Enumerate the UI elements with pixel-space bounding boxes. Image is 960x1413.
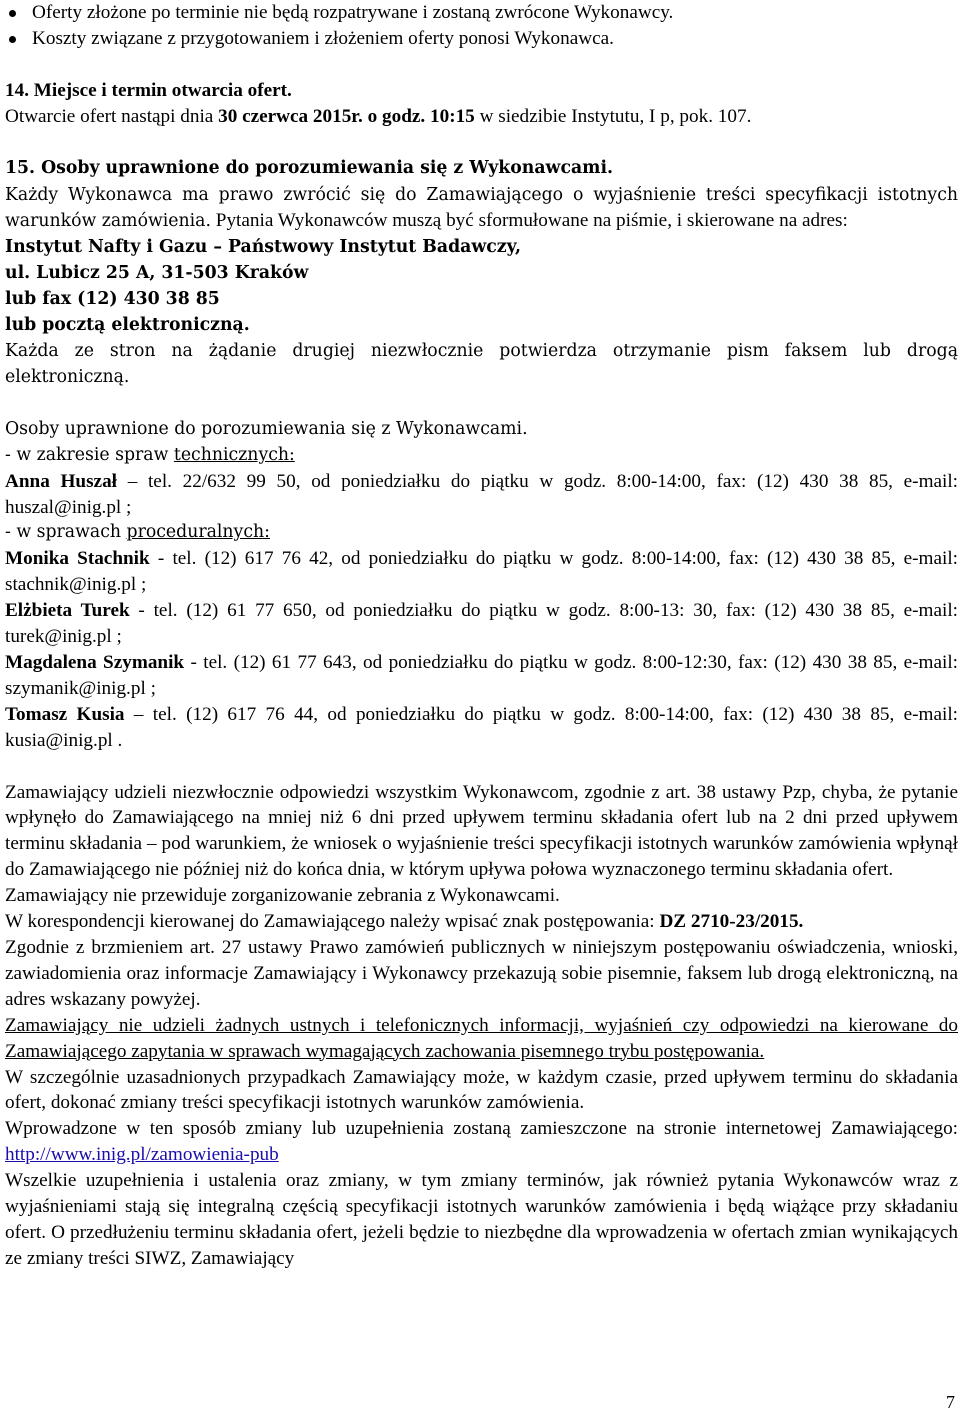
confirmation-paragraph: Każda ze stron na żądanie drugiej niezwłocznie potwierdza otrzymanie pism faksem lub drogą elektroniczną. [5, 340, 958, 387]
no-meeting-paragraph: Zamawiający nie przewiduje zorganizowanie zebrania z Wykonawcami. [5, 885, 560, 907]
spacer [5, 391, 958, 417]
page-number: 7 [946, 1392, 955, 1412]
address-line-4: lub pocztą elektroniczną. [5, 315, 250, 336]
address-line-2: ul. Lubicz 25 A, 31-503 Kraków [5, 263, 309, 284]
spacer [5, 130, 958, 156]
contacts-heading: Osoby uprawnione do porozumiewania się z Wykonawcami. [5, 418, 528, 439]
address-line-3: lub fax (12) 430 38 85 [5, 289, 220, 310]
contact-huszal: Anna Huszał – tel. 22/632 99 50, od poniedziałku do piątku w godz. 8:00-14:00, fax: (12) 430 38 85, e-mail: huszal@inig.pl ; [5, 470, 959, 518]
contacts-technical-label: - w zakresie spraw technicznych: [5, 444, 295, 465]
section-15-heading: 15. Osoby uprawnione do porozumiewania się z Wykonawcami. [5, 157, 614, 178]
spacer [5, 52, 958, 78]
contact-turek: Elżbieta Turek - tel. (12) 61 77 650, od poniedziałku do piątku w godz. 8:00-13: 30, fax: (12) 430 38 85, e-mail: turek@inig.pl ; [5, 600, 958, 648]
contacts-procedural-label: - w sprawach proceduralnych: [5, 522, 270, 543]
art27-paragraph: Zgodnie z brzmieniem art. 27 ustawy Prawo zamówień publicznych w niniejszym postępowaniu oświadczenia, wnioski, zawiadomienia oraz informacje Zamawiający i Wykonawcy przekazują sobie pisemnie, faksem lub drogą elektroniczną, na adres wskazany powyżej. [5, 937, 958, 1010]
document-page [5, 0, 958, 1272]
case-number-paragraph: W korespondencji kierowanej do Zamawiającego należy wpisać znak postępowania: DZ 2710-23/2015. [5, 911, 804, 933]
section-15-paragraph: Każdy Wykonawca ma prawo zwrócić się do Zamawiającego o wyjaśnienie treści specyfikacji istotnych warunków zamówienia. Pytania Wykonawców muszą być sformułowane na piśmie, i skierowane na adres: [5, 184, 958, 232]
bullet-list [5, 0, 958, 52]
list-item: Oferty złożone po terminie nie będą rozpatrywane i zostaną zwrócone Wykonawcy. [5, 0, 958, 26]
case-number: DZ 2710-23/2015. [659, 911, 804, 933]
contact-stachnik: Monika Stachnik - tel. (12) 617 76 42, od poniedziałku do piątku w godz. 8:00-14:00, fax: (12) 430 38 85, e-mail: stachnik@inig.pl ; [5, 548, 958, 596]
contact-szymanik: Magdalena Szymanik - tel. (12) 61 77 643, od poniedziałku do piątku w godz. 8:00-12:30, fax: (12) 430 38 85, e-mail: szymanik@inig.pl ; [5, 651, 958, 699]
amendments-paragraph: Wszelkie uzupełnienia i ustalenia oraz zmiany, w tym zmiany terminów, jak również pytania Wykonawców wraz z wyjaśnieniami stają się integralną częścią specyfikacji istotnych warunków zamówienia i będą wiążące przy składaniu ofert. O przedłużeniu terminu składania ofert, jeżeli będzie to niezbędne dla wprowadzenia w ofertach zmian wynikających ze zmiany treści SIWZ, Zamawiający [5, 1170, 958, 1269]
section-14-text: Otwarcie ofert nastąpi dnia 30 czerwca 2015r. o godz. 10:15 w siedzibie Instytutu, I p, pok. 107. [5, 105, 752, 127]
procurement-link[interactable]: http://www.inig.pl/zamowienia-pub [5, 1144, 279, 1166]
contact-kusia: Tomasz Kusia – tel. (12) 617 76 44, od poniedziałku do piątku w godz. 8:00-14:00, fax: (12) 430 38 85, e-mail: kusia@inig.pl . [5, 703, 958, 751]
no-oral-info-paragraph: Zamawiający nie udzieli żadnych ustnych i telefonicznych informacji, wyjaśnień czy odpowiedzi na kierowane do Zamawiającego zapytania w sprawach wymagających zachowania pisemnego trybu postępowania. [5, 1014, 958, 1062]
address-line-1: Instytut Nafty i Gazu – Państwowy Instytut Badawczy, [5, 237, 521, 258]
opening-date: 30 czerwca 2015r. o godz. 10:15 [218, 105, 475, 127]
spacer [5, 754, 958, 780]
website-paragraph: Wprowadzone w ten sposób zmiany lub uzupełnienia zostaną zamieszczone na stronie internetowej Zamawiającego: http://www.inig.pl/zamowienia-pub [5, 1118, 958, 1166]
list-item: Koszty związane z przygotowaniem i złożeniem oferty ponosi Wykonawca. [5, 26, 958, 52]
answers-paragraph: Zamawiający udzieli niezwłocznie odpowiedzi wszystkim Wykonawcom, zgodnie z art. 38 ustawy Pzp, chyba, że pytanie wpłynęło do Zamawiającego na mniej niż 6 dni przed upływem terminu składania ofert lub na 2 dni przed upływem terminu składania – pod warunkiem, że wniosek o wyjaśnienie treści specyfikacji istotnych warunków zamówienia wpłynął do Zamawiającego nie później niż do końca dnia, w którym upływa połowa wyznaczonego terminu składania ofert. [5, 781, 958, 881]
section-14-heading: 14. Miejsce i termin otwarcia ofert. [5, 79, 292, 101]
bullet-icon [9, 10, 16, 17]
bullet-icon [9, 36, 16, 43]
changes-paragraph: W szczególnie uzasadnionych przypadkach Zamawiający może, w każdym czasie, przed upływem terminu do składania ofert, dokonać zmiany treści specyfikacji istotnych warunków zamówienia. [5, 1066, 958, 1114]
